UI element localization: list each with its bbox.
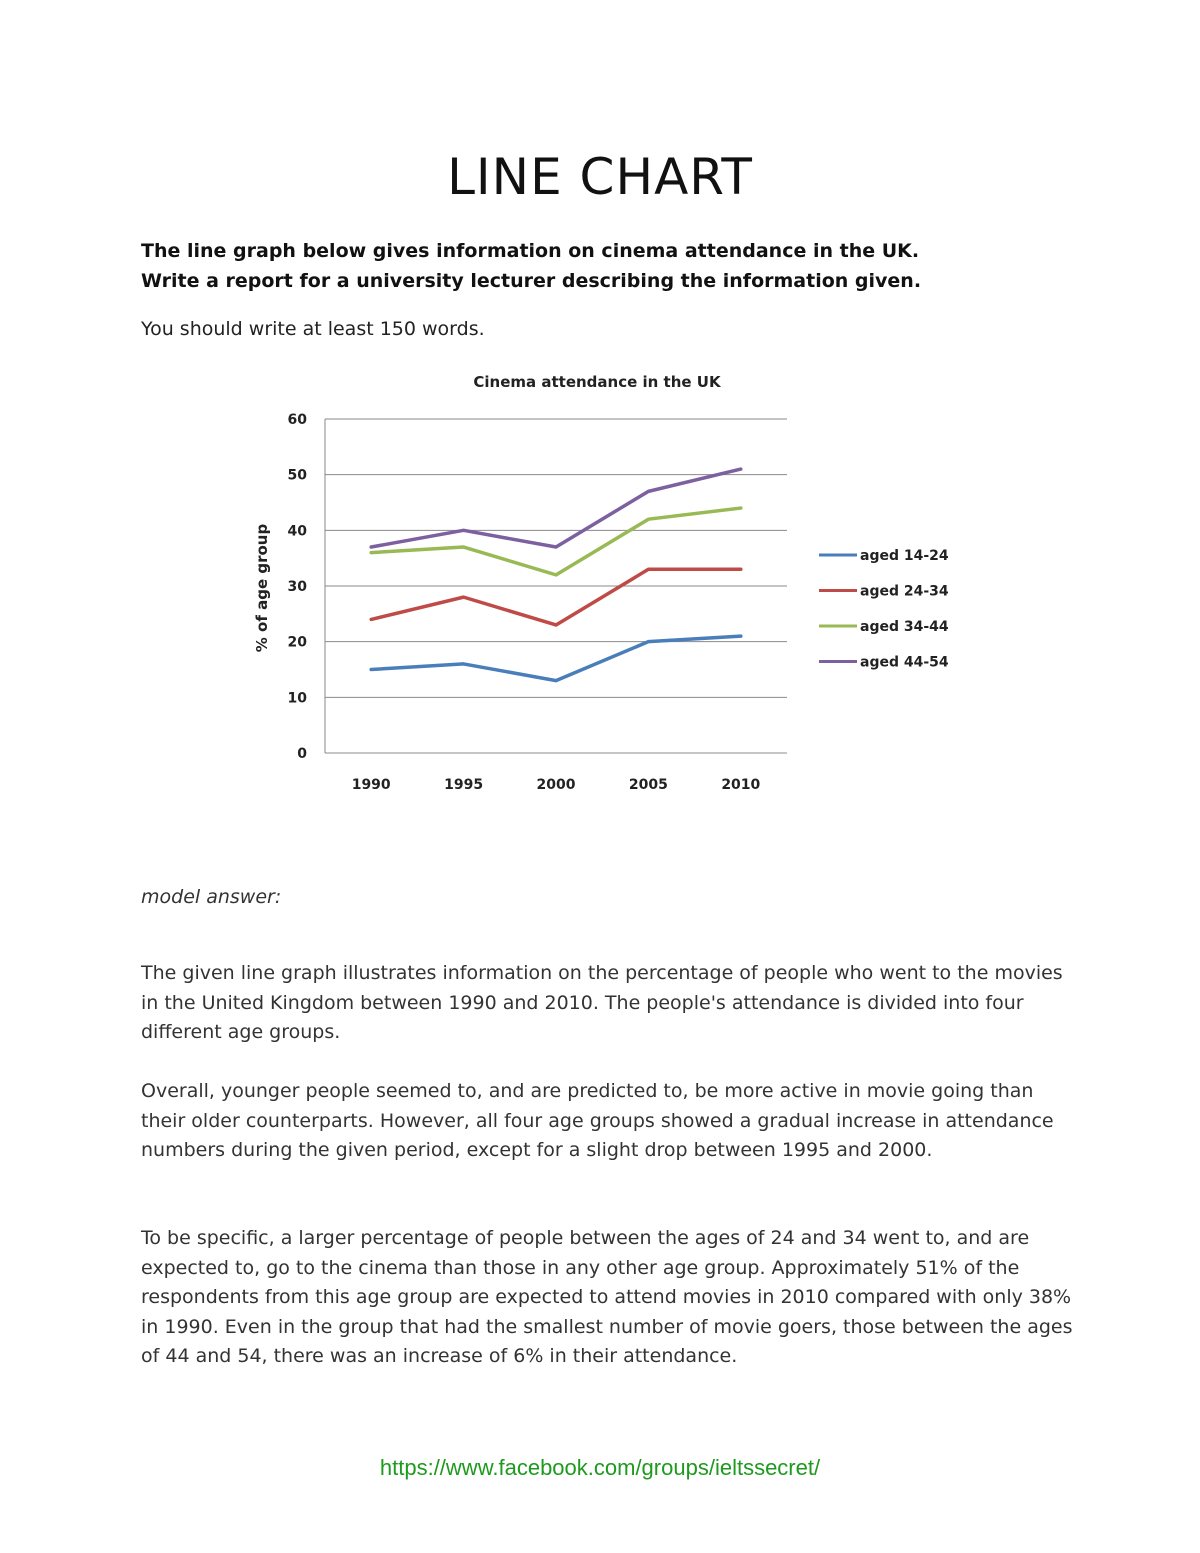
- data-point: [739, 468, 742, 471]
- task-instructions: [141, 236, 1101, 296]
- grid-lines: [325, 419, 787, 753]
- legend-label: aged 34-44: [860, 619, 949, 635]
- y-tick-label: 30: [287, 579, 307, 595]
- model-answer-label: model answer:: [141, 886, 282, 908]
- data-point: [555, 679, 558, 682]
- y-tick-label: 10: [287, 690, 307, 707]
- task-line-1: The line graph below gives information on cinema attendance in the UK.: [141, 240, 920, 262]
- page-title: LINE CHART: [447, 148, 753, 206]
- data-point: [739, 568, 742, 571]
- data-point: [739, 507, 742, 510]
- data-point: [555, 573, 558, 576]
- data-point: [555, 623, 558, 626]
- y-tick-label: 60: [287, 412, 307, 428]
- legend-label: aged 44-54: [860, 654, 949, 671]
- x-tick-label: 1990: [351, 777, 391, 793]
- data-point: [647, 490, 650, 493]
- data-point: [555, 546, 558, 549]
- legend-label: aged 14-24: [860, 548, 949, 564]
- y-tick-label: 20: [287, 634, 307, 651]
- chart-title: Cinema attendance in the UK: [473, 373, 721, 391]
- answer-paragraph-2: Overall, younger people seemed to, and are predicted to, be more active in movie going than their older counterparts. However, all four age groups showed a gradual increase in attendance numbers during the given period, except for a slight drop between 1995 and 2000.: [141, 1080, 1054, 1161]
- series-line-aged-24-34: [371, 569, 741, 625]
- y-tick-label: 50: [287, 467, 307, 484]
- data-point: [647, 568, 650, 571]
- data-point: [739, 635, 742, 638]
- data-point: [370, 551, 373, 554]
- data-point: [462, 662, 465, 665]
- series-line-aged-14-24: [371, 636, 741, 681]
- axis-ticks: [288, 412, 761, 793]
- x-tick-label: 2010: [721, 777, 761, 793]
- answer-paragraph-1: The given line graph illustrates information on the percentage of people who went to the movies in the United Kingdom between 1990 and 2010. The people's attendance is divided into four different age groups.: [141, 962, 1063, 1043]
- y-tick-label: 0: [297, 746, 307, 762]
- task-line-2: Write a report for a university lecturer describing the information given.: [141, 270, 922, 292]
- series-line-aged-44-54: [371, 469, 741, 547]
- x-tick-label: 2005: [628, 777, 668, 793]
- chart-legend: [819, 548, 949, 671]
- data-point: [462, 546, 465, 549]
- data-point: [370, 618, 373, 621]
- legend-label: aged 24-34: [860, 583, 949, 600]
- series-lines: [370, 468, 743, 683]
- data-point: [370, 546, 373, 549]
- y-axis-label: % of age group: [253, 523, 271, 653]
- data-point: [370, 668, 373, 671]
- answer-paragraph-3: To be specific, a larger percentage of people between the ages of 24 and 34 went to, and are expected to, go to the cinema than those in any other age group. Approximately 51% of the respondents from this age group are expected to attend movies in 2010 compared with only 38% in 1990. Even in the group that had the smallest number of movie goers, those between the ages of 44 and 54, there was an increase of 6% in their attendance.: [141, 1227, 1073, 1367]
- data-point: [647, 518, 650, 521]
- x-tick-label: 2000: [536, 777, 576, 793]
- facebook-group-link[interactable]: https://www.facebook.com/groups/ieltssecret/: [379, 1455, 821, 1480]
- data-point: [462, 596, 465, 599]
- data-point: [462, 529, 465, 532]
- line-chart: [240, 362, 980, 812]
- x-tick-label: 1995: [444, 777, 484, 793]
- data-point: [647, 640, 650, 643]
- y-tick-label: 40: [287, 523, 307, 540]
- series-line-aged-34-44: [371, 508, 741, 575]
- word-count-note: You should write at least 150 words.: [141, 318, 485, 340]
